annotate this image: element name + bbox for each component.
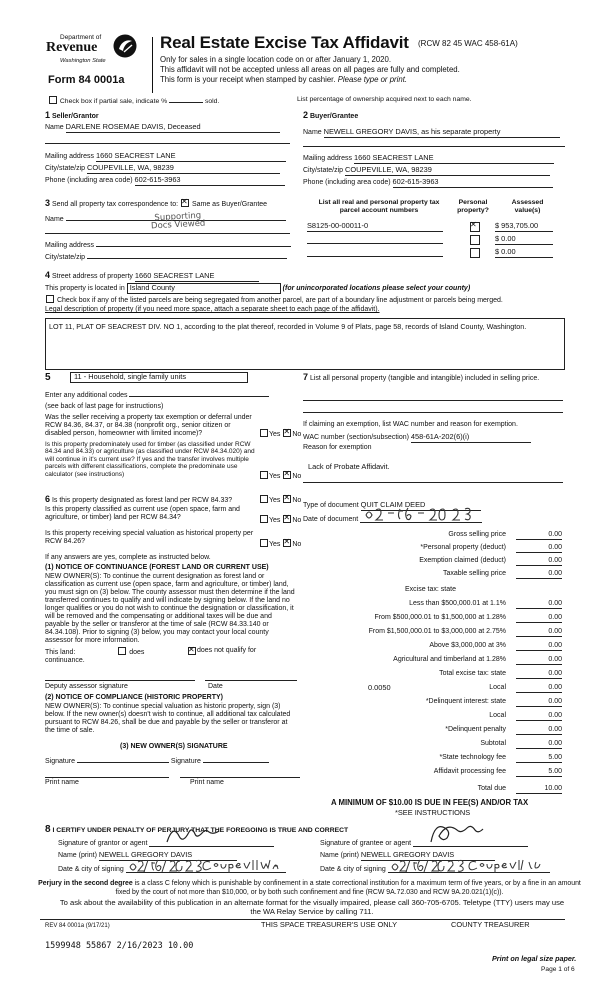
- does-checkbox[interactable]: [118, 647, 126, 655]
- legal-label: Legal description of property (if you need more space, attach a separate sheet to each page of the affidavit).: [45, 306, 380, 313]
- street-label: Street address of property: [51, 273, 133, 280]
- delinquent-penalty-label: *Delinquent penalty: [445, 726, 506, 733]
- tech-fee-label: *State technology fee: [439, 754, 506, 761]
- s6q1-no-checkbox[interactable]: [283, 495, 291, 503]
- minimum-due-note: A MINIMUM OF $10.00 IS DUE IN FEE(S) AND/OR TAX: [331, 798, 529, 807]
- seller-phone-field[interactable]: 602-615-3963: [135, 176, 285, 186]
- row-local: [300, 684, 564, 694]
- assessed-value-3[interactable]: $ 0.00: [495, 248, 553, 258]
- wac-label: WAC number (section/subsection): [303, 434, 409, 441]
- land-use-code-field[interactable]: 11 - Household, single family units: [70, 372, 248, 383]
- grantee-name-label: Name (print): [320, 852, 359, 859]
- partial-sold-label: sold.: [204, 98, 220, 105]
- q1-no-label: No: [292, 431, 302, 438]
- perjury-notice: [37, 880, 582, 897]
- total-due-label: Total due: [477, 785, 506, 792]
- q2-no-label: No: [292, 473, 302, 480]
- assessed-value-1[interactable]: $ 953,705.00: [495, 222, 553, 232]
- dept-line1: Department of: [60, 34, 102, 41]
- perjury-text: is a class C felony which is punishable by confinement in a state correctional institution for a maximum term of five years, or by a fine in an amount fixed by the court of not more than $10,000, or by both such confinement and fine (RCW 9A.72.030 and RCW 9A.20.021(1)(c)).: [115, 880, 581, 896]
- notice1-body: NEW OWNER(S): To continue the current designation as forest land or classification as current use (open space, farm and agriculture, or timber) land, you must sign on (3) below. The county assessor must then determine if the land transferred continues to qualify and will indicate by signing below. If the land no longer qualifies or you do not wish to continue the designation or classification, it will be removed and the compensating or additional taxes will be due and payable by the seller or transferor at the time of sale (RCW 84.33.140 or 84.34.108). Prior to signing (3) below, you may contact your local county assessor for more information.: [45, 573, 295, 645]
- buyer-phone-field[interactable]: 602-615-3963: [393, 178, 553, 188]
- parcel-number-1[interactable]: S8125-00-00011-0: [307, 222, 443, 232]
- total-due-value[interactable]: 10.00: [516, 785, 562, 794]
- row-delinquent-penalty: [300, 726, 564, 736]
- grantor-date-city-field[interactable]: [126, 864, 286, 873]
- taxable-value[interactable]: 0.00: [516, 570, 562, 579]
- q2-no-checkbox[interactable]: [283, 471, 291, 479]
- parcel-number-3[interactable]: [307, 248, 443, 257]
- notice2-title: (2) NOTICE OF COMPLIANCE (HISTORIC PROPERTY): [45, 694, 223, 701]
- owner-print-name-label-2: Print name: [190, 779, 224, 786]
- form-title: Real Estate Excise Tax Affidavit: [160, 33, 409, 52]
- s6q1-yes-label: Yes: [269, 497, 281, 504]
- historic-question: Is this property receiving special valuation as historical property per RCW 84.26?: [45, 530, 254, 546]
- delinquent-interest-value[interactable]: 0.00: [516, 698, 562, 707]
- exemption-label: If claiming an exemption, list WAC number and reason for exemption.: [303, 421, 518, 428]
- seller-section: 1 Seller/Grantor Name DARLENE ROSEMAE DAVIS, Deceased Mailing address 1660 SEACREST LANE City/state/zip COUPEVILLE, WA, 98239 Phone (including area code) 602-615-3963: [45, 108, 295, 193]
- s6q3-yes-label: Yes: [269, 541, 281, 548]
- section8: [45, 820, 585, 880]
- subtotal-label: Subtotal: [480, 740, 506, 747]
- excise-tax-state-label: Excise tax: state: [405, 586, 456, 593]
- subtotal-value[interactable]: 0.00: [516, 740, 562, 749]
- county-select[interactable]: Island County: [127, 283, 281, 294]
- tier4-value[interactable]: 0.00: [516, 642, 562, 651]
- this-land-label: This land:: [45, 649, 76, 656]
- personal-col-header: Personal property?: [457, 199, 489, 214]
- grantor-date-city-label: Date & city of signing: [58, 866, 124, 873]
- see-back-label: (see back of last page for instructions): [45, 403, 164, 410]
- timber-question: Is this property predominately used for timber (as classified under RCW 84.34 and 84.33) or agriculture (as classified under RCW 84.34.020) and will continue in it's current use? If yes and the transfer involves multiple parcels with different classifications, complete the predominate use calculator (see instructions): [45, 441, 255, 478]
- total-excise-label: Total excise tax: state: [439, 670, 506, 677]
- row-taxable-selling-price: [300, 570, 564, 580]
- does-label: does: [129, 649, 145, 656]
- grantor-sig-label: Signature of grantor or agent: [58, 840, 148, 847]
- intro-line3-italic: Please type or print.: [337, 75, 408, 84]
- personal-property-heading: List all personal property (tangible and intangible) included in selling price.: [309, 375, 540, 382]
- agricultural-label: Agricultural and timberland at 1.28%: [393, 656, 506, 663]
- personal-label: *Personal property (deduct): [420, 544, 506, 551]
- legal-description-field[interactable]: LOT 11, PLAT OF SEACREST DIV. NO 1, according to the plat thereof, recorded in Volume 9 of Plats, page 58, records of Island County, Washington.: [45, 318, 565, 370]
- partial-sale-row: [48, 96, 219, 106]
- assessed-col-header: Assessed value(s): [511, 199, 544, 214]
- dor-logo: [46, 33, 140, 69]
- intro-line3: [160, 76, 407, 85]
- unincorporated-note: (for unincorporated locations please select your county): [282, 285, 471, 292]
- s6q3-no-label: No: [292, 541, 302, 548]
- s6q2-no-checkbox[interactable]: [283, 515, 291, 523]
- segregated-label: Check box if any of the listed parcels are being segregated from another parcel, are part of a boundary line adjustment or parcels being merged.: [56, 297, 503, 304]
- seller-name-field[interactable]: DARLENE ROSEMAE DAVIS, Deceased: [66, 123, 280, 133]
- segregated-checkbox[interactable]: [46, 295, 54, 303]
- tier1-label: Less than $500,000.01 at 1.1%: [409, 600, 506, 607]
- grantor-signature: [163, 824, 243, 848]
- doc-type-field[interactable]: QUIT CLAIM DEED: [361, 501, 481, 511]
- section3: 3 Send all property tax correspondence to: ✕ Same as Buyer/Grantee Name Supporting Docs Viewed Mailing address City/state/zip List all real and personal property tax parcel account numbers Personal property? Assessed value(s) S8125-00-00011-0 ✕ $ 953,705.00 $ 0.00 $ 0.00: [45, 198, 565, 264]
- s6q2-yes-checkbox[interactable]: [260, 515, 268, 523]
- delinquent-penalty-value[interactable]: 0.00: [516, 726, 562, 735]
- s6q3-yes-checkbox[interactable]: [260, 539, 268, 547]
- tier4-label: Above $3,000,000 at 3%: [429, 642, 506, 649]
- section4: 4 Street address of property 1660 SEACREST LANE This property is located in Island County (for unincorporated locations please select your county) Check box if any of the listed parcels are being segregated from another parcel, are part of a boundary line adjustment or parcels being merged. Legal description of property (if you need more space, attach a separate sheet to each page of the affidavit). LOT 11, PLAT OF SEACREST DIV. NO 1, according to the plat thereof, recorded in Volume 9 of Plats, page 58, records of Island County, Washington.: [45, 270, 565, 370]
- exemption-question: Was the seller receiving a property tax exemption or deferral under RCW 84.36, 84.37, or 84.38 (nonprofit org., senior citizen or disabled person, homeowner with limited income)?: [45, 414, 252, 438]
- grantor-signature-field[interactable]: [149, 838, 274, 847]
- row-exemption-claimed: [300, 557, 564, 567]
- parcel-number-2[interactable]: [307, 235, 443, 244]
- notice1-title: (1) NOTICE OF CONTINUANCE (FOREST LAND OR CURRENT USE): [45, 564, 269, 571]
- gross-value[interactable]: 0.00: [516, 531, 562, 540]
- intro-line1: Only for sales in a single location code on or after January 1, 2020.: [160, 55, 392, 64]
- correspondence-heading: Send all property tax correspondence to:: [51, 201, 179, 208]
- grantee-sig-label: Signature of grantee or agent: [320, 840, 412, 847]
- grantor-name-label: Name (print): [58, 852, 97, 859]
- owner-signature-label-1: Signature: [45, 758, 75, 765]
- owner-print-name-label-1: Print name: [45, 779, 79, 786]
- doc-date-field[interactable]: [360, 513, 482, 523]
- row-personal-property: [300, 544, 564, 554]
- does-not-label: does not qualify for: [197, 647, 257, 654]
- assessed-value-2[interactable]: $ 0.00: [495, 235, 553, 245]
- row-total-due: [300, 785, 564, 795]
- section8-number: 8: [45, 824, 51, 835]
- form-title-ref: (RCW 82 45 WAC 458-61A): [418, 39, 518, 48]
- deputy-sig-label: Deputy assessor signature: [45, 683, 128, 690]
- seller-phone-label: Phone (including area code): [45, 177, 133, 184]
- buyer-heading: Buyer/Grantee: [309, 113, 359, 120]
- tier1-value[interactable]: 0.00: [516, 600, 562, 609]
- tech-fee-value[interactable]: 5.00: [516, 754, 562, 763]
- local-label: Local: [489, 684, 506, 691]
- q2-yes-checkbox[interactable]: [260, 471, 268, 479]
- county-treasurer-label: COUNTY TREASURER: [451, 920, 530, 929]
- corr-name-label: Name: [45, 216, 64, 223]
- dept-line3: Washington State: [60, 58, 106, 64]
- grantor-date-city-handwriting: [126, 857, 286, 873]
- buyer-city-field[interactable]: COUPEVILLE, WA, 98239: [345, 166, 550, 176]
- agricultural-value[interactable]: 0.00: [516, 656, 562, 665]
- delinquent-local-label: Local: [489, 712, 506, 719]
- delinquent-interest-label: *Delinquent interest: state: [425, 698, 506, 705]
- grantee-date-city-field[interactable]: [388, 864, 550, 873]
- grantee-date-city-handwriting: [388, 857, 550, 873]
- parcel-col-header: List all real and personal property tax parcel account numbers: [318, 199, 440, 214]
- seller-city-label: City/state/zip: [45, 165, 86, 172]
- grantee-date-city-label: Date & city of signing: [320, 866, 386, 873]
- partial-sale-checkbox[interactable]: [49, 96, 57, 104]
- legal-size-note: Print on legal size paper.: [492, 954, 577, 963]
- deputy-date-label: Date: [208, 683, 223, 690]
- doc-type-label: Type of document: [303, 502, 359, 509]
- reason-label: Reason for exemption: [303, 444, 372, 451]
- section6: 6 Is this property designated as forest land per RCW 84.33? Yes ✕ No Is this property classified as current use (open space, farm and agriculture, or timber) land per RCW 84.34? Yes ✕ No Is this property receiving special valuation as historical property per RCW 84.26? Yes ✕ No If any answers are yes, complete as instructed below. (1) NOTICE OF CONTINUANCE (FOREST LAND OR CURRENT USE) NEW OWNER(S): To continue the current designation as forest land or classification as current use (open space, farm and agriculture, or timber) land, you must sign on (3) below. The county assessor must then determine if the land transferred continues to qualify and will indicate by signing below. If the land no longer qualifies or you do not wish to continue the designation or classification, it will be removed and the compensating or additional taxes will be due and payable by the seller or transferor at the time of sale (RCW 84.33.140 or 84.34.108). Prior to signing (3) below, you may contact your local county assessor for more information. This land: does continuance. ✕ does not qualify for Deputy assessor signature Date (2) NOTICE OF COMPLIANCE (HISTORIC PROPERTY) NEW OWNER(S): To continue special valuation as historic property, sign (3) below. If the new owner(s) doesn't wish to continue, all additional tax calculated pursuant to RCW 84.26, shall be due and payable by the seller or transferor at the time of sale. (3) NEW OWNER(S) SIGNATURE Signature Signature Print name Print name: [45, 494, 300, 824]
- q1-no-checkbox[interactable]: [283, 429, 291, 437]
- see-instructions-note: *SEE INSTRUCTIONS: [395, 808, 471, 817]
- s6q3-no-checkbox[interactable]: [283, 539, 291, 547]
- q2-yes-label: Yes: [269, 473, 281, 480]
- intro-line2: This affidavit will not be accepted unless all areas on all pages are fully and completed.: [160, 65, 460, 74]
- forest-land-question: Is this property designated as forest land per RCW 84.33?: [51, 497, 233, 504]
- ownership-note: List percentage of ownership acquired next to each name.: [297, 96, 472, 103]
- grantee-signature-field[interactable]: [413, 838, 528, 847]
- treasurer-use-label: THIS SPACE TREASURER'S USE ONLY: [261, 920, 398, 929]
- certify-statement: I CERTIFY UNDER PENALTY OF PERJURY THAT THE FOREGOING IS TRUE AND CORRECT: [52, 827, 349, 834]
- buyer-phone-label: Phone (including area code): [303, 179, 391, 186]
- buyer-name-field[interactable]: NEWELL GREGORY DAVIS, as his separate property: [324, 128, 560, 138]
- section5-number: 5: [45, 372, 51, 383]
- owner-signature-label-2: Signature: [170, 758, 201, 765]
- seller-city-field[interactable]: COUPEVILLE, WA, 98239: [87, 164, 280, 174]
- new-owner-sig-label: (3) NEW OWNER(S) SIGNATURE: [120, 743, 228, 750]
- q1-yes-label: Yes: [269, 431, 281, 438]
- row-gross-selling-price: [300, 531, 564, 541]
- form-number: Form 84 0001a: [48, 74, 125, 86]
- wac-field[interactable]: 458-61A-202(6)(i): [411, 433, 531, 443]
- row-tier1: [300, 600, 564, 610]
- row-tech-fee: [300, 754, 564, 764]
- page-number: Page 1 of 6: [541, 966, 575, 973]
- total-excise-value[interactable]: 0.00: [516, 670, 562, 679]
- taxable-label: Taxable selling price: [442, 570, 506, 577]
- tier3-label: From $1,500,000.01 to $3,000,000 at 2.75%: [368, 628, 506, 635]
- row-tier3: [300, 628, 564, 638]
- supporting-docs-stamp: Supporting Docs Viewed: [150, 210, 206, 232]
- rev-number: REV 84 0001a (9/17/21): [45, 923, 110, 929]
- section7: 7 List all personal property (tangible and intangible) included in selling price. If claiming an exemption, list WAC number and reason for exemption. WAC number (section/subsection) 458-61A-202(6)(i) Reason for exemption Lack of Probate Affidavit. Type of document QUIT CLAIM DEED Date of document: [303, 372, 565, 532]
- dor-emblem-icon: [112, 33, 138, 59]
- corr-mailing-label: Mailing address: [45, 242, 95, 249]
- buyer-name-label: Name: [303, 129, 322, 136]
- row-tier4: [300, 642, 564, 652]
- delinquent-local-value[interactable]: 0.00: [516, 712, 562, 721]
- row-agricultural: [300, 656, 564, 666]
- perjury-bold: Perjury in the second degree: [38, 880, 133, 887]
- buyer-mailing-field[interactable]: 1660 SEACREST LANE: [354, 154, 554, 164]
- seller-mailing-label: Mailing address: [45, 153, 95, 160]
- row-processing-fee: [300, 768, 564, 778]
- seller-name-label: Name: [45, 124, 64, 131]
- same-as-buyer-checkbox[interactable]: [181, 199, 189, 207]
- s6q1-no-label: No: [292, 497, 302, 504]
- s6q2-yes-label: Yes: [269, 517, 281, 524]
- personal-property-checkbox-3[interactable]: [470, 248, 480, 258]
- local-value[interactable]: 0.00: [516, 684, 562, 693]
- processing-fee-label: Affidavit processing fee: [433, 768, 506, 775]
- located-label: This property is located in: [45, 285, 125, 292]
- corr-city-label: City/state/zip: [45, 254, 86, 261]
- section5: [45, 372, 300, 497]
- tier3-value[interactable]: 0.00: [516, 628, 562, 637]
- intro-line3-text: This form is your receipt when stamped by cashier.: [160, 75, 336, 84]
- local-rate[interactable]: 0.0050: [368, 683, 391, 692]
- doc-date-handwriting: [360, 505, 482, 523]
- notice2-body: NEW OWNER(S): To continue special valuation as historic property, sign (3) below. If the new owner(s) doesn't wish to continue, all additional tax calculated pursuant to RCW 84.26, shall be due and payable by the seller or transferor at the time of sale.: [45, 703, 291, 735]
- row-delinquent-interest-local: [300, 712, 564, 722]
- buyer-mailing-label: Mailing address: [303, 155, 353, 162]
- tier2-label: From $500,000.01 to $1,500,000 at 1.28%: [374, 614, 506, 621]
- exemption-claimed-label: Exemption claimed (deduct): [419, 557, 506, 564]
- personal-property-checkbox-1[interactable]: [470, 222, 480, 232]
- reason-field[interactable]: Lack of Probate Affidavit.: [308, 462, 390, 471]
- processing-fee-value[interactable]: 5.00: [516, 768, 562, 777]
- gross-label: Gross selling price: [448, 531, 506, 538]
- does-not-checkbox[interactable]: [188, 647, 196, 655]
- accessibility-notice: To ask about the availability of this publication in an alternate format for the visually impaired, please call 360-705-6705. Teletype (TTY) users may use the WA Relay Service by calling 711.: [59, 898, 565, 916]
- grantor-name-field[interactable]: NEWELL GREGORY DAVIS: [99, 851, 237, 861]
- street-field[interactable]: 1660 SEACREST LANE: [135, 272, 259, 282]
- personal-property-checkbox-2[interactable]: [470, 235, 480, 245]
- row-delinquent-interest-state: [300, 698, 564, 708]
- grantee-name-field[interactable]: NEWELL GREGORY DAVIS: [361, 851, 495, 861]
- seller-mailing-field[interactable]: 1660 SEACREST LANE: [96, 152, 286, 162]
- buyer-section: 2 Buyer/Grantee Name NEWELL GREGORY DAVIS, as his separate property Mailing address 1660 SEACREST LANE City/state/zip COUPEVILLE, WA, 98239 Phone (including area code) 602-615-3963: [303, 108, 565, 193]
- dept-line2: Revenue: [46, 40, 98, 55]
- doc-date-label: Date of document: [303, 516, 359, 523]
- buyer-city-label: City/state/zip: [303, 167, 344, 174]
- row-subtotal: [300, 740, 564, 750]
- grantee-signature: [425, 820, 505, 848]
- s6q2-no-label: No: [292, 517, 302, 524]
- seller-heading: Seller/Grantor: [51, 113, 99, 120]
- q1-yes-checkbox[interactable]: [260, 429, 268, 437]
- personal-value[interactable]: 0.00: [516, 544, 562, 553]
- partial-sale-label: Check box if partial sale, indicate %: [59, 98, 168, 105]
- answers-note: If any answers are yes, complete as instructed below.: [45, 554, 211, 561]
- row-tier2: [300, 614, 564, 624]
- tier2-value[interactable]: 0.00: [516, 614, 562, 623]
- current-use-question: Is this property classified as current use (open space, farm and agriculture, or timber) land per RCW 84.34?: [45, 506, 240, 522]
- same-as-buyer-label: Same as Buyer/Grantee: [191, 201, 268, 208]
- exemption-claimed-value[interactable]: 0.00: [516, 557, 562, 566]
- s6q1-yes-checkbox[interactable]: [260, 495, 268, 503]
- additional-codes-label: Enter any additional codes: [45, 392, 128, 399]
- row-total-excise-state: [300, 670, 564, 680]
- treasurer-receipt-stamp: 1599948 55867 2/16/2023 10.00: [45, 941, 194, 951]
